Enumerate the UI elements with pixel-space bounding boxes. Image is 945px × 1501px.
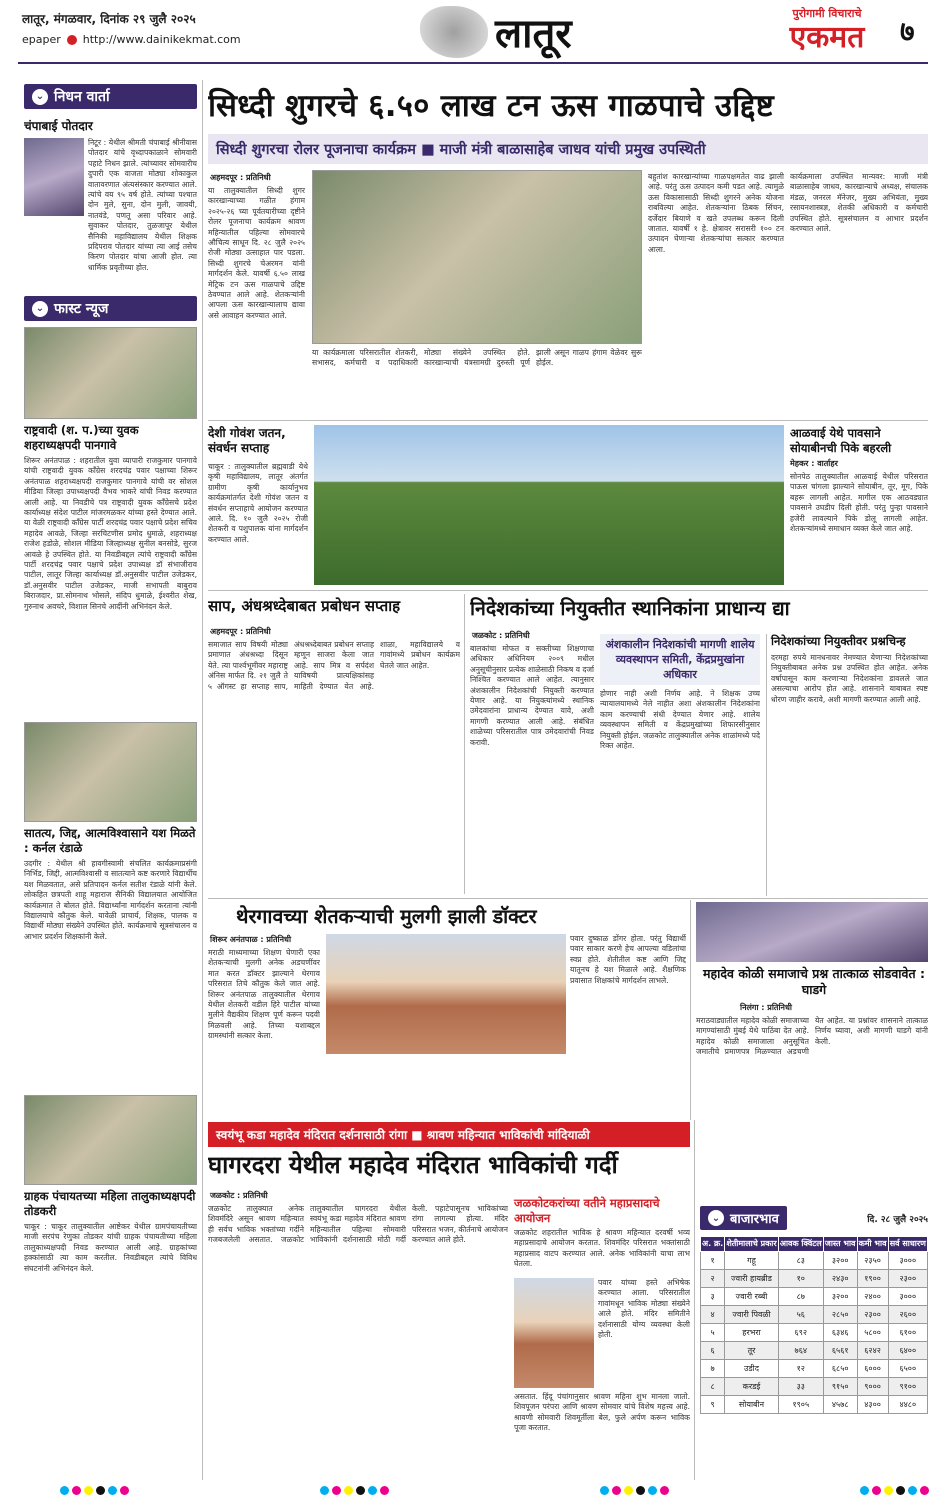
- table-cell: ३: [701, 1288, 725, 1306]
- registration-dot: [60, 1486, 69, 1495]
- table-cell: ४: [701, 1306, 725, 1324]
- bazar-col-header: अ. क्र.: [701, 1237, 725, 1252]
- temple-text2: पवार यांच्या हस्ते अभिषेक करण्यात आला. परिसरातील गावांमधून भाविक मोठ्या संख्येने आले होते. मंदिर समितीने दर्शनासाठी योग्य व्यवस्था केली होती.: [598, 1278, 690, 1340]
- table-cell: ८३: [778, 1252, 823, 1270]
- table-cell: ९१५०: [823, 1378, 857, 1396]
- table-cell: १२: [778, 1360, 823, 1378]
- lead-col2: या कार्यक्रमाला परिसरातील शेतकरी, सभासद, कर्मचारी व पदाधिकारी मोठ्या संख्येने उपस्थित होते. कारखान्याची यंत्रसामग्री दुरुस्ती पूर्ण झाली असून गाळप हंगाम वेळेवर सुरू होईल.: [312, 348, 642, 368]
- table-cell: २४३०: [823, 1270, 857, 1288]
- table-cell: २६००: [888, 1306, 927, 1324]
- nideshak-side: [766, 634, 928, 896]
- temple-photo: [514, 1278, 594, 1388]
- bazar-table: [700, 1236, 928, 1414]
- bazar-box: [700, 1206, 928, 1478]
- news1-title: राष्ट्रवादी (श. प.)च्या युवक शहराध्यक्षपदी पानगावे: [24, 423, 139, 452]
- news2-photo: [24, 722, 197, 822]
- table-cell: १: [701, 1252, 725, 1270]
- temple-banner: स्वयंभू कडा महादेव मंदिरात दर्शनासाठी रांगा ■ श्रावण महिन्यात भाविकांची मांदियाळी: [208, 1122, 690, 1147]
- registration-dot: [908, 1486, 917, 1495]
- obit-photo: [24, 138, 84, 216]
- saap-title: साप, अंधश्रध्देबाबत प्रबोधन सप्ताह: [208, 597, 401, 615]
- sidebar: [24, 84, 197, 1479]
- table-row: [701, 1342, 928, 1360]
- table-cell: २: [701, 1270, 725, 1288]
- nideshak-title: निदेशकांच्या नियुक्तीत स्थानिकांना प्राधान्य द्या: [470, 597, 790, 620]
- table-cell: ४३००: [857, 1396, 888, 1414]
- table-cell: ९१००: [888, 1378, 927, 1396]
- temple-side-title: जळकोटकरांच्या वतीने महाप्रसादाचे आयोजन: [514, 1196, 660, 1225]
- bazar-col-header: जास्त भाव: [823, 1237, 857, 1252]
- lead-headline: सिध्दी शुगरचे ६.५० लाख टन ऊस गाळपाचे उद्दिष्ट: [208, 88, 775, 124]
- brand-name: एकमत: [789, 20, 865, 55]
- saap-byline: अहमदपूर : प्रतिनिधी: [210, 627, 271, 636]
- nideshak-byline: जळकोट : प्रतिनिधी: [472, 631, 530, 640]
- table-cell: ६०००: [857, 1360, 888, 1378]
- registration-dot: [96, 1486, 105, 1495]
- table-cell: ३३: [778, 1378, 823, 1396]
- table-cell: ८७: [778, 1288, 823, 1306]
- registration-dot: [84, 1486, 93, 1495]
- table-cell: ६: [701, 1342, 725, 1360]
- bazar-date: दि. २८ जुलै २०२५: [867, 1214, 928, 1225]
- temple-byline: जळकोट : प्रतिनिधी: [210, 1191, 268, 1200]
- table-cell: २३००: [857, 1306, 888, 1324]
- doctor-byline: शिरूर अनंतपाळ : प्रतिनिधी: [210, 935, 292, 944]
- brand-box: [762, 6, 892, 58]
- table-cell: उडीद: [725, 1360, 779, 1378]
- table-cell: ६९२: [778, 1324, 823, 1342]
- registration-dot: [884, 1486, 893, 1495]
- news3-photo: [24, 1095, 197, 1185]
- nideshak-box-text: होणार नाही अशी निर्णय आहे. ने शिक्षक उच्च न्यायालयामध्ये नेले नाहीत अशा अंशकालीन निदेशकांना काम करण्याची संधी देण्यात येणार आहे. शालेय व्यवस्थापन समिती व केंद्रप्रमुखांच्या शिफारसीनुसार नियुक्ती होईल. जळकोट तालुक्यातील अनेक शाळांमध्ये पदे रिक्त आहेत.: [600, 689, 760, 751]
- table-cell: ४४८०: [888, 1396, 927, 1414]
- table-cell: ज्वारी पिवळी: [725, 1306, 779, 1324]
- bazar-heading-label: बाजारभाव: [730, 1212, 779, 1227]
- table-cell: ६२४२: [857, 1342, 888, 1360]
- aalwai-title: आळवाई येथे पावसाने सोयाबीनची पिके बहरली: [790, 426, 892, 455]
- lead-subhead: सिध्दी शुगरचा रोलर पूजनाचा कार्यक्रम ■ माजी मंत्री बाळासाहेब जाधव यांची प्रमुख उपस्थिती: [208, 134, 928, 164]
- registration-dot: [648, 1486, 657, 1495]
- brand-tagline: पुरोगामी विचाराचे: [762, 6, 892, 21]
- news1-photo: [24, 327, 197, 419]
- registration-dot: [860, 1486, 869, 1495]
- registration-dot: [612, 1486, 621, 1495]
- table-cell: ७: [701, 1360, 725, 1378]
- news2-title: सातत्य, जिद्द, आत्मविश्वासाने यश मिळते : कर्नल रंडाळे: [24, 826, 196, 855]
- table-cell: १९०५: [778, 1396, 823, 1414]
- news3-text: चाकूर : चाकूर तालुक्यातील आष्टेकर येथील ग्रामपंचायतीच्या माजी सरपंच रेणुका तोडकर यांची ग्राहक पंचायतीच्या महिला तालुकाध्यक्षपदी निवड करण्यात आली आहे. ग्राहकांच्या हक्कांसाठी त्या काम करतील. निवडीबद्दल त्यांचे विविध संघटनांनी अभिनंदन केले.: [24, 1222, 197, 1273]
- doctor-text: मराठी माध्यमाच्या शिक्षण घेणारी एका शेतकऱ्याची मुलगी अनेक अडचणींवर मात करत डॉक्टर झाल्याने थेरगाव परिसरात तिचे कौतुक केले जात आहे. शिरूर अनंतपाळ तालुक्यातील थेरगाव येथील शेतकरी वडील हिरे पाटील यांच्या मुलीने वैद्यकीय शिक्षण पूर्ण करून पदवी मिळवली आहे. तिच्या यशाबद्दल ग्रामस्थांनी सत्कार केला.: [208, 948, 320, 1041]
- doctor-text2: पवार दुष्काळ डोंगर होता. परंतु विद्यार्थी पवार साकार करणे हेच आपल्या वडिलांचा स्वप्न होते. शेतीतील कष्ट आणि जिद्द यातूनच हे यश मिळाले आहे. शैक्षणिक प्रवासात शिक्षकांचे मार्गदर्शन लाभले.: [570, 934, 686, 985]
- koli-photo: [696, 902, 928, 962]
- table-cell: ६५६१: [823, 1342, 857, 1360]
- table-cell: २३५०: [857, 1252, 888, 1270]
- table-row: [701, 1360, 928, 1378]
- gauvansh-text: चाकूर : तालुक्यातील ब्रह्मवाडी येथे कृषी महाविद्यालय, लातूर अंतर्गत ग्रामीण कृषी कार्यानुभव कार्यक्रमांतर्गत देशी गोवंश जतन व संवर्धन सप्ताहाचे आयोजन करण्यात आले. दि. १० जुलै २०२५ रोजी शेतकरी व पशुपालक यांना मार्गदर्शन करण्यात आले.: [208, 462, 308, 544]
- bazar-col-header: कमी भाव: [857, 1237, 888, 1252]
- registration-dot: [320, 1486, 329, 1495]
- table-row: [701, 1252, 928, 1270]
- registration-dot: [380, 1486, 389, 1495]
- nideshak-side-title: निदेशकांच्या नियुक्तीवर प्रश्नचिन्ह: [771, 634, 906, 648]
- bazar-heading: [700, 1206, 787, 1230]
- table-cell: २४००: [857, 1288, 888, 1306]
- table-cell: २३००: [888, 1270, 927, 1288]
- chevron-down-icon: ⌄: [708, 1210, 724, 1226]
- table-cell: हरभरा: [725, 1324, 779, 1342]
- epaper-line: [22, 33, 241, 46]
- temple-text3: असतात. हिंदू पंचांगानुसार श्रावण महिना शुभ मानला जातो. शिवपूजन परंपरा आणि श्रावण सोमवार यांचे विशेष महत्त्व आहे. श्रावणी सोमवारी शिवमूर्तीला बेल, फुले अर्पण करून भाविक पूजा करतात.: [514, 1392, 690, 1433]
- table-cell: ९०००: [857, 1378, 888, 1396]
- lead-col1: या तालुक्यातील सिध्दी शुगर कारखान्याच्या गळीत हंगाम २०२५-२६ च्या पूर्वतयारीच्या दृष्टीने रोलर पूजनाचा कार्यक्रम श्रावण महिन्यातील पहिल्या सोमवारचे औचित्य साधून दि. २८ जुलै २०२५ रोजी मोठ्या उत्साहात पार पडला. सिध्दी शुगरचे चेअरमन यांनी मार्गदर्शन केले. यावर्षी ६.५० लाख मेट्रिक टन ऊस गाळपाचे उद्दिष्ट ठेवण्यात आले आहे. शेतकऱ्यांनी आपला ऊस कारखान्यालाच द्यावा असे आवाहन करण्यात आले.: [208, 186, 305, 320]
- nidhan-heading: [24, 84, 197, 109]
- table-cell: ६५००: [888, 1360, 927, 1378]
- table-cell: ६१००: [888, 1324, 927, 1342]
- table-cell: १९००: [857, 1270, 888, 1288]
- registration-dot: [600, 1486, 609, 1495]
- gauvansh-title: देशी गोवंश जतन, संवर्धन सप्ताह: [208, 426, 286, 455]
- table-row: [701, 1378, 928, 1396]
- lead-col4: कार्यक्रमाला उपस्थित मान्यवर: माजी मंत्री बाळासाहेब जाधव, कारखान्याचे अध्यक्ष, संचालक मंडळ, जनरल मॅनेजर, मुख्य अभियंता, मुख्य रसायनशास्त्रज्ञ, शेतकी अधिकारी व कर्मचारी उपस्थित होते. सूत्रसंचालन व आभार प्रदर्शन करण्यात आले.: [790, 172, 928, 234]
- temple-text: जळकोट तालुक्यात अनेक शिवमंदिरे असून श्रावण महिन्यात ही सर्वच भाविक भक्तांच्या गर्दीने गजबजलेली असतात. जळकोट तालुक्यातील घागरदरा येथील स्वयंभू कडा महादेव मंदिरात श्रावण महिन्यातील पहिल्या सोमवारी भाविकांनी दर्शनासाठी मोठी गर्दी केली. पहाटेपासूनच भाविकांच्या रांगा लागल्या होत्या. मंदिर परिसरात भजन, कीर्तनाचे आयोजन करण्यात आले होते.: [208, 1204, 508, 1245]
- lead-byline: अहमदपूर : प्रतिनिधी: [210, 173, 271, 182]
- table-cell: तूर: [725, 1342, 779, 1360]
- mid-rule-2: [208, 898, 928, 899]
- table-cell: ६३४६: [823, 1324, 857, 1342]
- table-cell: ज्वारी हायब्रीड: [725, 1270, 779, 1288]
- masthead: [0, 0, 945, 76]
- table-cell: ५८००: [857, 1324, 888, 1342]
- lead-col3: बहुतांश कारखान्यांच्या गाळपक्षमतेत वाढ झाली आहे. परंतु ऊस उत्पादन कमी पडत आहे. त्यामुळे ऊस विकासासाठी सिध्दी शुगरने अनेक योजना राबविल्या आहेत. शेतकऱ्यांना ठिबक सिंचन, दर्जेदार बियाणे व खते उपलब्ध करून दिली जातात. यावर्षी १ हे. क्षेत्रावर सरासरी १०० टन उत्पादन घेणाऱ्या शेतकऱ्यांचा सत्कार करण्यात आला.: [648, 172, 784, 254]
- site-url[interactable]: http://www.dainikekmat.com: [82, 33, 241, 46]
- table-row: [701, 1324, 928, 1342]
- registration-dot: [368, 1486, 377, 1495]
- news2-text: उदगीर : येथील श्री हावगीस्वामी संचलित कार्यक्रमाप्रसंगी निर्भिड, जिद्दी, आत्मविश्वासी व सातत्याने कष्ट करणारे विद्यार्थीच यश मिळवतात, असे प्रतिपादन कर्नल सतीश रंडाळे यांनी केले. लोकहित छत्रपती शाहू महाराज सैनिकी विद्यालयात आयोजित कार्यक्रमात ते बोलत होते. विद्यार्थ्यांना मार्गदर्शन करताना त्यांनी विद्यालयाचे कौतुक केले. यावेळी प्राचार्य, शिक्षक, पालक व विद्यार्थी मोठ्या संख्येने उपस्थित होते. कार्यक्रमाचे सूत्रसंचालन व आभार प्रदर्शन शिक्षकांनी केले.: [24, 859, 197, 941]
- table-cell: सोयाबीन: [725, 1396, 779, 1414]
- fast-news-heading: [24, 296, 197, 321]
- table-cell: ९: [701, 1396, 725, 1414]
- mid-rule: [208, 590, 928, 591]
- table-cell: ३०००: [888, 1288, 927, 1306]
- city-title: लातूर: [495, 10, 572, 57]
- table-cell: १०: [778, 1270, 823, 1288]
- table-row: [701, 1306, 928, 1324]
- aalwai-text: सोनपेठ तालुक्यातील आळवाई येथील परिसरात पाऊस चांगला झाल्याने सोयाबीन, तूर, मूग, पिके बहरू लागली आहेत. मागील एक आठवड्यात पावसाने उघडीप दिली होती. परंतु पुन्हा पावसाने हजेरी लावल्याने पिके डोलू लागली आहेत. शेतकऱ्यांमध्ये समाधान व्यक्त केले जात आहे.: [790, 472, 928, 534]
- nideshak-text: बालकांचा मोफत व सक्तीच्या शिक्षणाचा अधिकार अधिनियम २००९ मधील अनुसूचीनुसार प्रत्येक शाळेसाठी निकष व दर्जा निश्चित करण्यात आले आहेत. त्यानुसार अंशकालीन निदेशकांची नियुक्ती करण्यात येणार आहे. या नियुक्त्यांमध्ये स्थानिक उमेदवारांना प्राधान्य देण्यात यावे, अशी मागणी करण्यात आली आहे. संबंधित शाळेच्या परिसरातील पात्र उमेदवारांची निवड करावी.: [470, 644, 594, 747]
- fast-news-heading-label: फास्ट न्यूज: [54, 301, 109, 317]
- koli-byline: निलंगा : प्रतिनिधी: [740, 1003, 792, 1012]
- lead-bottom-rule: [208, 420, 928, 421]
- table-cell: ३२००: [823, 1252, 857, 1270]
- temple-title: घागरदरा येथील महादेव मंदिरात भाविकांची गर्दी: [208, 1151, 618, 1179]
- registration-dot: [896, 1486, 905, 1495]
- doctor-title: थेरगावच्या शेतकऱ्याची मुलगी झाली डॉक्टर: [236, 905, 537, 928]
- registration-dot: [624, 1486, 633, 1495]
- registration-dot: [660, 1486, 669, 1495]
- registration-dot: [72, 1486, 81, 1495]
- obit-text: निटूर : येथील श्रीमती चंपाबाई श्रीनीवास पोतदार यांचे वृध्दापकाळाने सोमवारी पहाटे निधन झाले. त्यांच्यावर सोमवारीच दुपारी एक वाजता मोठ्या शोकाकुल वातावरणात अंत्यसंस्कार करण्यात आले. त्यांचे वय ९५ वर्ष होते. त्यांच्या पश्चात दोन मुले, सुना, दोन मुली, जावयी, नातवंडे, पणतू असा परिवार आहे. सुवाकर पोतदार, तुळजापूर येथील सैनिकी महाविद्यालय येथील शिक्षक प्रदिपराव पोतदार यांच्या त्या आई तसेच किरण पोतदार यांचा आजी होत. त्या धार्मिक प्रवृतीच्या होत.: [88, 138, 197, 272]
- table-cell: ७६४: [778, 1342, 823, 1360]
- table-row: [701, 1288, 928, 1306]
- header-rule: [18, 62, 928, 64]
- nideshak-side-text: दरमहा रुपये मानधनावर नेमण्यात येणाऱ्या निदेशकांच्या नियुक्तीबाबत अनेक प्रश्न उपस्थित होत आहेत. अनेक वर्षापासून काम करणाऱ्या निदेशकांना डावलले जात असल्याचा आरोप होत आहे. शासनाने याबाबत स्पष्ट धोरण जाहीर करावे, अशी मागणी करण्यात आली आहे.: [771, 653, 928, 704]
- epaper-label: epaper: [22, 33, 61, 46]
- registration-dot: [108, 1486, 117, 1495]
- nideshak-box-title: अंशकालीन निदेशकांची मागणी शालेय व्यवस्थापन समिती, केंद्रप्रमुखांना अधिकार: [600, 634, 760, 685]
- table-cell: ५: [701, 1324, 725, 1342]
- koli-title: महादेव कोळी समाजाचे प्रश्न तात्काळ सोडवावेत : घाडगे: [703, 966, 925, 997]
- chevron-down-icon: ⌄: [32, 301, 48, 317]
- temple-side: [514, 1196, 690, 1276]
- news3-title: ग्राहक पंचायतच्या महिला तालुकाध्यक्षपदी तोडकरी: [24, 1189, 196, 1218]
- map-emblem-icon: [420, 6, 488, 58]
- bazar-header-row: [701, 1237, 928, 1252]
- table-cell: करडई: [725, 1378, 779, 1396]
- table-cell: ६८५०: [823, 1360, 857, 1378]
- saap-text: समाजात साप विषयी मोठ्या प्रमाणात अंधश्रध्दा दिसून येते. त्या पार्श्वभूमीवर महाराष्ट्र अंनिस मार्फत दि. २१ जुलै ते ५ ऑगस्ट हा सप्ताह साप, अंधश्रध्देबाबत प्रबोधन सप्ताह म्हणून साजरा केला जात आहे. साप मित्र व सर्पदंश याविषयी प्रात्यक्षिकांसह माहिती देण्यात येत आहे. शाळा, महाविद्यालये व गावांमध्ये प्रबोधन कार्यक्रम घेतले जात आहेत.: [208, 640, 460, 691]
- saap-divider: [464, 594, 465, 894]
- table-cell: ५६: [778, 1306, 823, 1324]
- doctor-photo: [326, 934, 566, 1054]
- sidebar-divider: [202, 80, 203, 1480]
- table-cell: ज्वारी रब्बी: [725, 1288, 779, 1306]
- globe-icon: [67, 35, 77, 45]
- registration-dot: [120, 1486, 129, 1495]
- field-photo: [314, 425, 784, 585]
- dateline: लातूर, मंगळवार, दिनांक २९ जुलै २०२५: [22, 12, 196, 26]
- news1-text: शिरूर अनंतपाळ : शहरातील युवा व्यापारी राजकुमार पानगावे यांची राष्ट्रवादी युवक काँग्रेस शरदचंद्र पवार पक्षाच्या शिरूर अनंतपाळ शहराध्यक्षपदी राजकुमार पानगावे यांची वर सोशल मीडिया जिल्हा उपाध्यक्षपदी वैभव भाकरे यांची निवड करण्यात आली आहे. या निवडीचे पत्र राष्ट्रवादी युवक काँग्रेसचे प्रदेश कार्याध्यक्ष संदेश पाटील मांजरमळकर यांच्या हस्ते देण्यात आले. या वेळी राष्ट्रवादी काँग्रेस पार्टी शरदचंद्र पवार पक्षाचे प्रदेश सचिव महादेव आवळे, जिल्हा सरचिटणीस प्रमोद धुमाळे, शहराध्यक्ष राजेश हडोळे, सोशल मीडिया जिल्हाध्यक्ष सुनील बनसोडे, सुरज आवळे हे उपस्थित होते. या निवडीबद्दल त्यांचे राष्ट्रवादी काँग्रेस पार्टी शरदचंद्र पवार पक्षाचे प्रदेश उपाध्यक्ष डॉ संभाजीराव पाटील, लातूर जिल्हा कार्याध्यक्ष डॉ.अनुसवीर पाटील उजेडकर, डॉ.अनुसवीर पाटील उजेडकर, माजी सभापती बाबुराव बिराजदार, प्रा.सोमनाथ भोसले, संदिप धुमाळे, ईश्वरीत शेख, गुरुनाथ अवचरे, विशाल सिनचे आदींनी अभिनंदन केले.: [24, 456, 197, 611]
- registration-dot: [920, 1486, 929, 1495]
- nidhan-heading-label: निधन वार्ता: [54, 89, 110, 105]
- koli-text: मराठवाड्यातील महादेव कोळी समाजाच्या मागण्यांसाठी मुंबई येथे पाठिंबा देत आहे. महादेव कोळी समाजाला अनुसूचित जमातीचे प्रमाणपत्र मिळण्यात अडचणी येत आहेत. या प्रश्नांवर शासनाने तात्काळ निर्णय घ्यावा, अशी मागणी घाडगे यांनी केली.: [696, 1016, 928, 1057]
- bazar-col-header: आवक क्विंटल: [778, 1237, 823, 1252]
- bazar-header: [700, 1206, 928, 1230]
- table-row: [701, 1396, 928, 1414]
- table-row: [701, 1270, 928, 1288]
- table-cell: गहू: [725, 1252, 779, 1270]
- bazar-col-header: शेतीमालाचे प्रकार: [725, 1237, 779, 1252]
- doctor-divider: [690, 900, 691, 1120]
- chevron-down-icon: ⌄: [32, 89, 48, 105]
- table-cell: २८५०: [823, 1306, 857, 1324]
- aalwai-byline: मेहकर : वार्ताहर: [790, 459, 838, 468]
- nideshak-box: [600, 634, 760, 896]
- temple-divider: [694, 1120, 695, 1480]
- registration-dot: [356, 1486, 365, 1495]
- registration-dot: [332, 1486, 341, 1495]
- table-cell: ६४००: [888, 1342, 927, 1360]
- registration-dot: [344, 1486, 353, 1495]
- registration-dot: [872, 1486, 881, 1495]
- table-cell: ३०००: [888, 1252, 927, 1270]
- registration-dot: [636, 1486, 645, 1495]
- table-cell: ८: [701, 1378, 725, 1396]
- page-number: ७: [900, 15, 915, 48]
- temple-side-text: जळकोट शहरातील भाविक हे श्रावण महिन्यात दरवर्षी भव्य महाप्रसादाचे आयोजन करतात. शिवमंदिर परिसरात भक्तांसाठी महाप्रसाद वाटप करण्यात आले. अनेक भाविकांनी याचा लाभ घेतला.: [514, 1228, 690, 1269]
- table-cell: ४५७८: [823, 1396, 857, 1414]
- bazar-col-header: सर्व साधारण: [888, 1237, 927, 1252]
- table-cell: ३२००: [823, 1288, 857, 1306]
- lead-photo: [312, 170, 642, 344]
- obit-name: चंपाबाई पोतदार: [24, 119, 93, 133]
